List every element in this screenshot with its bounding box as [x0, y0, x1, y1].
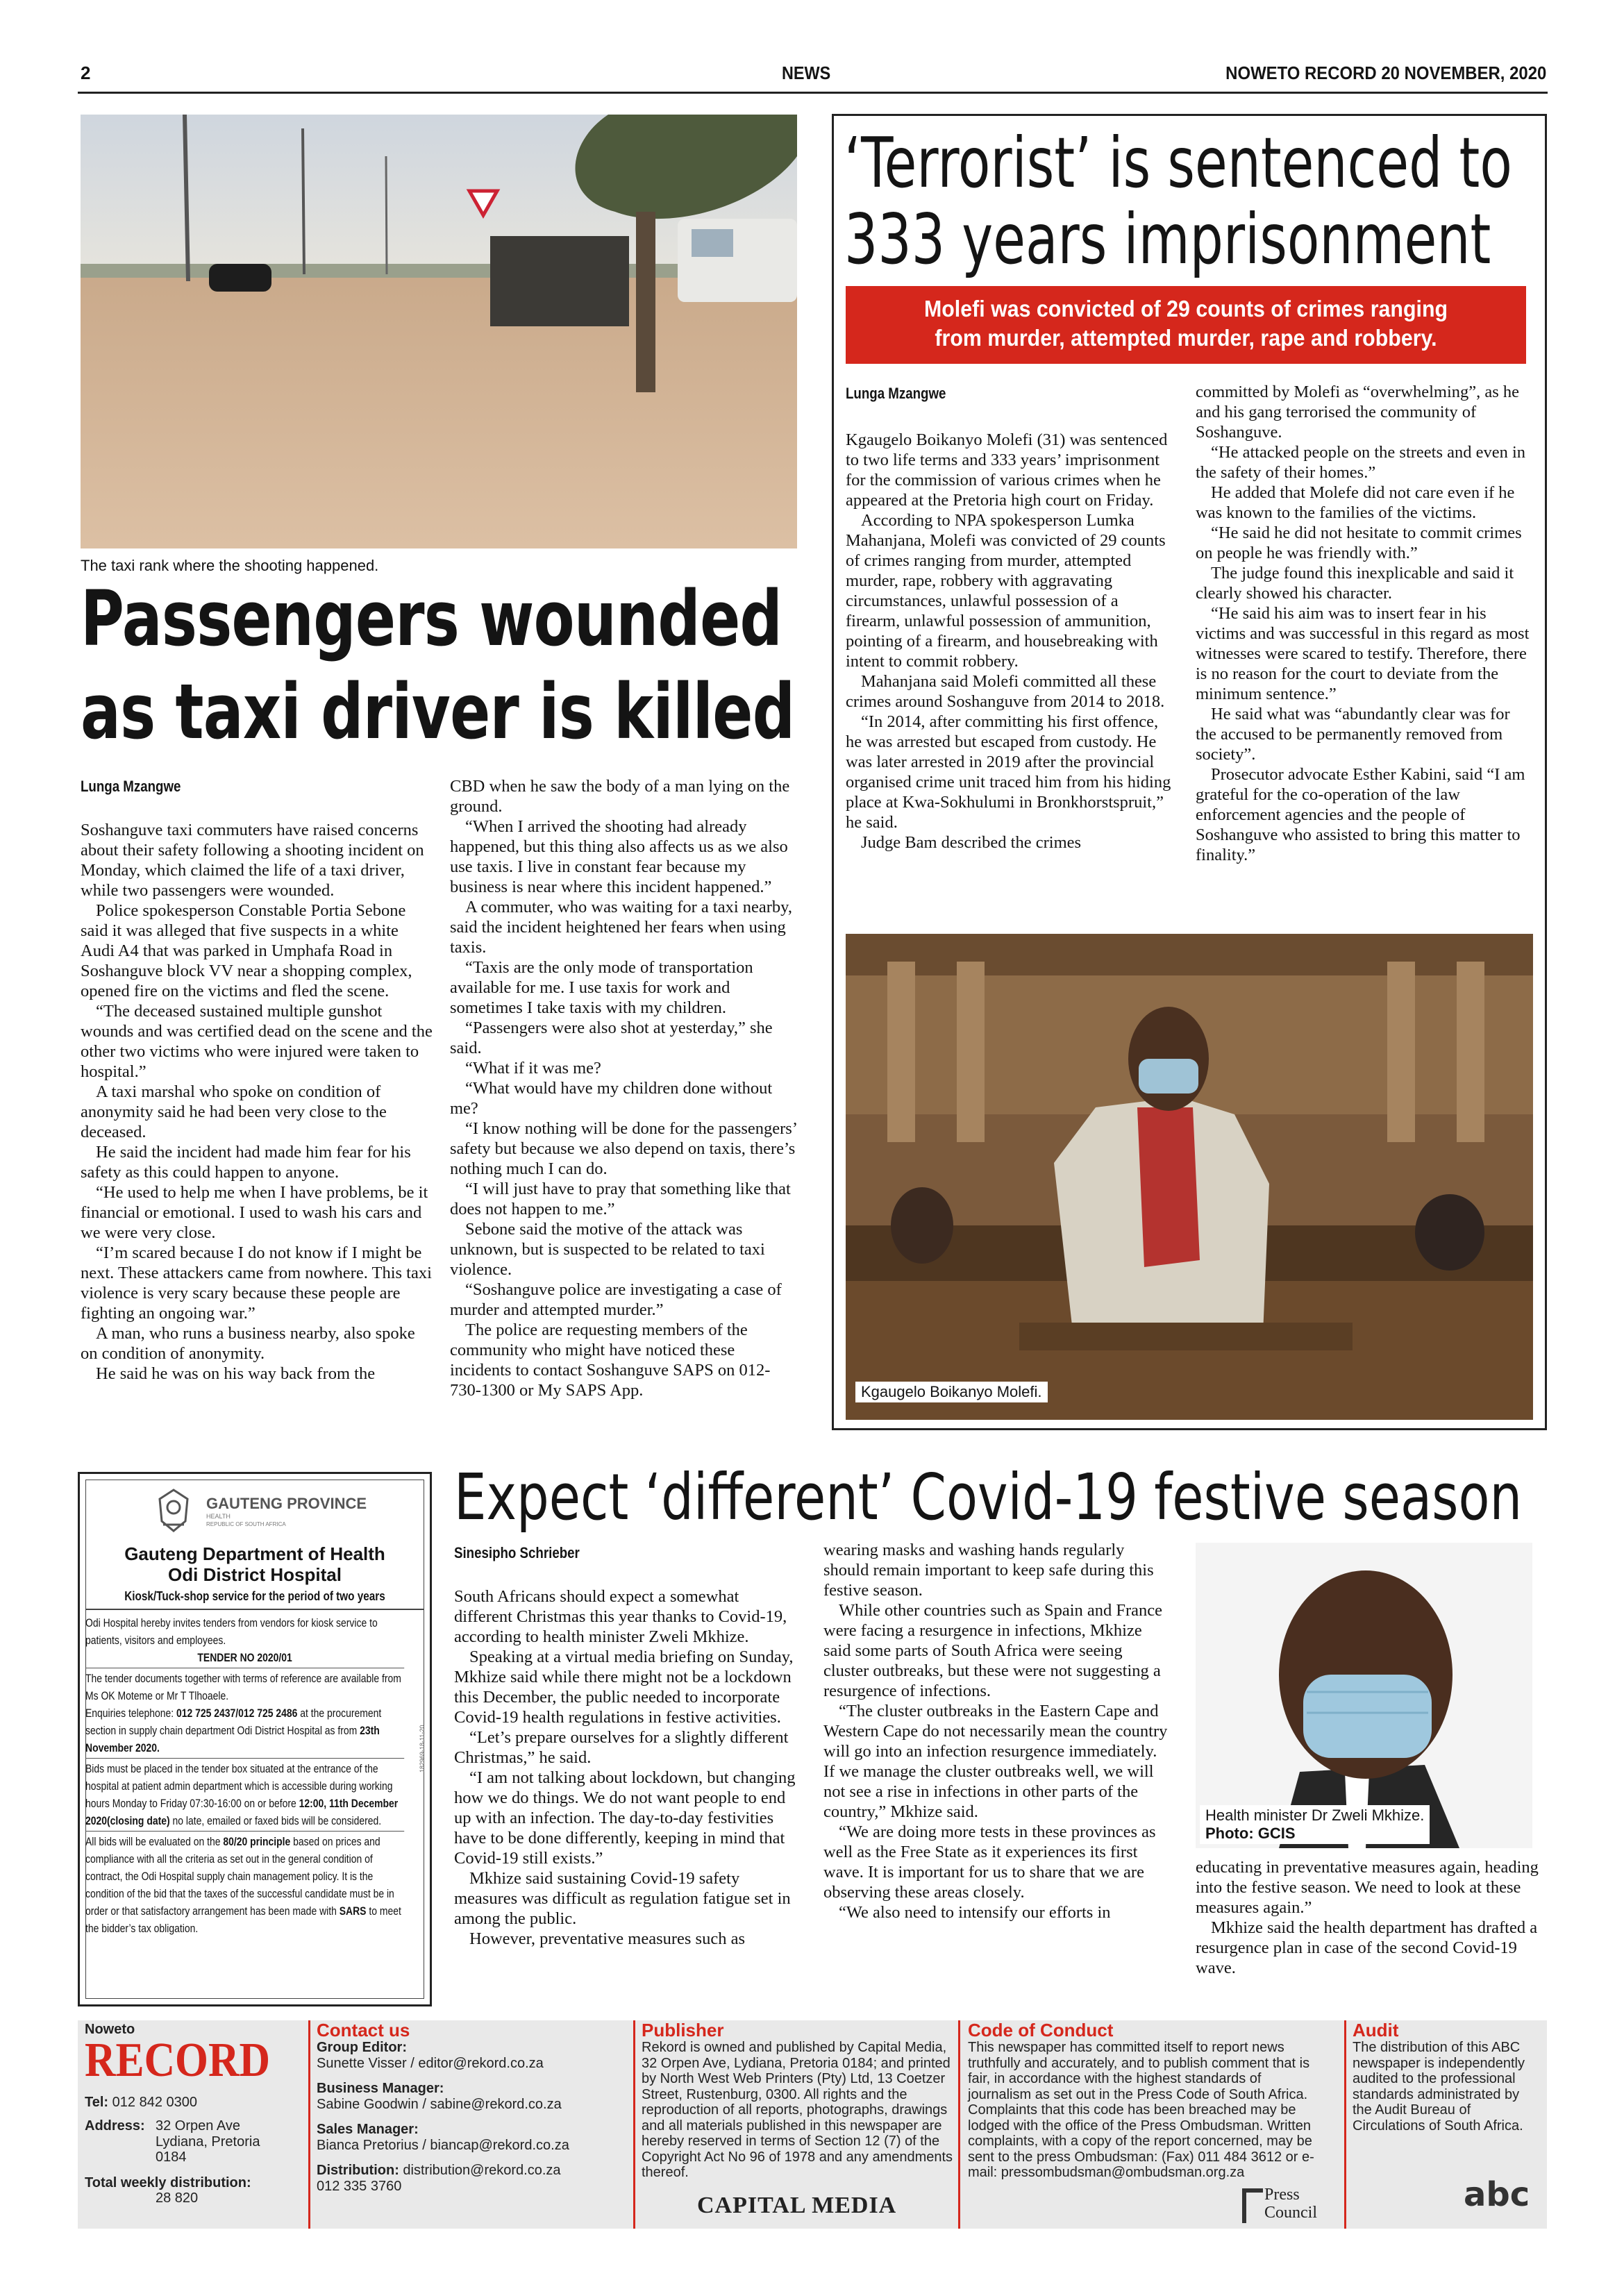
- taxi-headline-line2: as taxi driver is killed: [81, 667, 795, 756]
- molefi-photo-caption: Kgaugelo Boikanyo Molefi.: [855, 1382, 1048, 1402]
- press-council-logo: Press Council: [1242, 2186, 1325, 2227]
- covid-byline: Sinesipho Schrieber: [454, 1544, 580, 1561]
- covid-paragraph: “We are doing more tests in these provinces as well as the Free State as it experiences its first wave. It is important for us to share that we are observing these areas closely.: [823, 1822, 1156, 1902]
- tender-title-line2: Odi District Hospital: [168, 1564, 342, 1585]
- taxi-paragraph: “What would have my children done without me?: [450, 1079, 773, 1118]
- footer-panel: [78, 2020, 1547, 2229]
- taxi-paragraph: “Taxis are the only mode of transportation available for me. I use taxis for work and sometimes I take taxis with my children.: [450, 958, 753, 1017]
- terrorist-standfirst: [846, 286, 1526, 364]
- contact-heading: Contact us: [317, 2020, 410, 2041]
- gauteng-logo-rsa: REPUBLIC OF SOUTH AFRICA: [206, 1521, 286, 1527]
- terrorist-headline: [844, 122, 1512, 280]
- terrorist-column-1: [846, 383, 1172, 853]
- terrorist-paragraph: Mahanjana said Molefi committed all these crimes around Soshanguve from 2014 to 2018.: [846, 672, 1165, 711]
- tender-enquiries: Enquiries telephone: 012 725 2437/012 725 2486 at the procurement section in supply chain department Odi District Hospital as from 23th November 2020.: [85, 1707, 382, 1754]
- molefi-courtroom-photo: [846, 934, 1533, 1420]
- terrorist-paragraph: The judge found this inexplicable and said it clearly showed his character.: [1196, 564, 1514, 603]
- tender-advert: [78, 1472, 432, 2006]
- tender-body: [85, 1614, 404, 1937]
- terrorist-headline-line2: 333 years imprisonment: [844, 199, 1491, 280]
- taxi-paragraph: “I know nothing will be done for the passengers’ safety but because we also depend on taxis, there’s nothing much I can do.: [450, 1119, 797, 1178]
- taxi-paragraph: Sebone said the motive of the attack was unknown, but is suspected to be related to taxi violence.: [450, 1220, 765, 1279]
- publisher-heading: Publisher: [642, 2020, 724, 2041]
- mkhize-caption-line2: Photo: GCIS: [1205, 1825, 1296, 1842]
- terrorist-paragraph: “In 2014, after committing his first offence, he was arrested but escaped from custody. He was later arrested in 2019 after the provincial organised crime unit traced him from his hiding place at Kwa-Sokhulumi in Bronkhorstspruit,” he said.: [846, 712, 1171, 832]
- terrorist-headline-line1: ‘Terrorist’ is sentenced to: [844, 122, 1512, 203]
- covid-paragraph: Speaking at a virtual media briefing on Sunday, Mkhize said while there might not be a lockdown this December, the public needed to incorporate Covid-19 health regulations in festive activities.: [454, 1648, 794, 1727]
- taxi-column-2: [450, 776, 798, 1400]
- header-rule: [78, 92, 1548, 94]
- abc-logo: abc: [1464, 2175, 1530, 2214]
- terrorist-byline: Lunga Mzangwe: [846, 385, 946, 402]
- taxi-byline: Lunga Mzangwe: [81, 778, 181, 795]
- terrorist-column-2: [1196, 382, 1533, 865]
- conduct-text: This newspaper has committed itself to report news truthfully and accurately, and to publish comment that is fair, in accordance with the highest standards of journalism as set out in the Press Code of South Africa. Complaints that this code has been breached may be lodged with the office of the Press Ombudsman. Written complaints, with a copy of the report concerned, may be sent to the press Ombudsman: (Fax) 011 484 3612 or e-mail: pressombudsman@ombudsman.org.za: [968, 2040, 1314, 2180]
- taxi-paragraph: “I will just have to pray that something like that does not happen to me.”: [450, 1180, 791, 1218]
- tender-bids: Bids must be placed in the tender box situated at the entrance of the hospital at patient admin department which is accessible during working hours Monday to Friday 07:30-16:00 on or before 12:00, 11th December 2020(closing date) no late, emailed or faxed bids will be considered.: [85, 1762, 399, 1827]
- covid-column-2: [823, 1540, 1171, 1922]
- footer-distribution-label: Total weekly distribution:: [85, 2175, 251, 2190]
- masthead-date: NOWETO RECORD 20 NOVEMBER, 2020: [1225, 62, 1546, 83]
- terrorist-paragraph: Judge Bam described the crimes: [861, 833, 1082, 852]
- covid-paragraph: wearing masks and washing hands regularly should remain important to keep safe during this festive season.: [823, 1541, 1154, 1600]
- taxi-paragraph: “Passengers were also shot at yesterday,” she said.: [450, 1019, 773, 1057]
- gauteng-logo-health: HEALTH: [206, 1513, 231, 1520]
- taxi-rank-photo: [81, 115, 797, 548]
- covid-paragraph: “I am not talking about lockdown, but changing how we do things. We do not want people to end up with an infection. The day-to-day festivities have to be done differently, keeping in mind that Covid-19 still exists.”: [454, 1768, 796, 1868]
- terrorist-standfirst-line1: Molefi was convicted of 29 counts of crimes ranging: [923, 296, 1448, 321]
- terrorist-paragraph: “He said he did not hesitate to commit crimes on people he was friendly with.”: [1196, 523, 1522, 562]
- footer-distribution: 28 820: [156, 2190, 199, 2206]
- taxi-paragraph: “When I arrived the shooting had already happened, but this thing also affects us as we also use taxis. I live in constant fear because my business is near where this incident happened.”: [450, 817, 788, 896]
- covid-column-3: [1196, 1857, 1543, 1978]
- footer-contact-column: Contact us Group Editor: Sunette Visser / editor@rekord.co.za Business Manager: Sabine Goodwin / sabine@rekord.co.za Sales Manager: Bianca Pretorius / biancap@rekord.co.za Distribution: distribution@rekord.co.za 012 335 3760: [317, 2020, 629, 2229]
- taxi-paragraph: “What if it was me?: [465, 1059, 601, 1078]
- mkhize-photo: [1196, 1543, 1532, 1848]
- footer-tel: Tel: 012 842 0300: [85, 2094, 197, 2110]
- covid-paragraph: However, preventative measures such as: [469, 1929, 745, 1948]
- taxi-paragraph: A man, who runs a business nearby, also spoke on condition of anonymity.: [81, 1324, 415, 1363]
- terrorist-paragraph: He said what was “abundantly clear was for the accused to be permanently removed from society”.: [1196, 705, 1510, 764]
- terrorist-paragraph: committed by Molefi as “overwhelming”, as he and his gang terrorised the community of Soshanguve.: [1196, 383, 1520, 442]
- publisher-text: Rekord is owned and published by Capital Media, 32 Orpen Ave, Lydiana, Pretoria 0184; and printed by North West Web Printers (Pty) Ltd, 13 Coetzer Street, Rustenburg, 0300. All rights and the reproduction of all reports, photographs, drawings and all materials published in this newspaper are hereby reserved in terms of Section 12 (7) of the Copyright Act No 96 of 1978 and any amendments thereof.: [642, 2040, 953, 2180]
- record-logo-small: Noweto: [85, 2022, 135, 2037]
- taxi-paragraph: Soshanguve taxi commuters have raised concerns about their safety following a shooting incident on Monday, which claimed the life of a taxi driver, while two passengers were wounded.: [81, 821, 424, 900]
- covid-paragraph: “Let’s prepare ourselves for a slightly different Christmas,” he said.: [454, 1728, 789, 1767]
- taxi-headline: [81, 572, 795, 758]
- taxi-paragraph: “Soshanguve police are investigating a case of murder and attempted murder.”: [450, 1280, 782, 1319]
- capital-media-logo: CAPITAL MEDIA: [697, 2193, 897, 2218]
- taxi-paragraph: Police spokesperson Constable Portia Sebone said it was alleged that five suspects in a white Audi A4 that was parked in Umphafa Road in Soshanguve block VV near a shopping complex, opened fire on the victims and fled the scene.: [81, 901, 412, 1000]
- tender-docs: The tender documents together with terms of reference are available from Ms OK Moteme or Mr T Tlhoaele.: [85, 1672, 401, 1702]
- tender-number: TENDER NO 2020/01: [197, 1651, 292, 1664]
- taxi-paragraph: He said the incident had made him fear for his safety as this could happen to anyone.: [81, 1143, 411, 1182]
- footer-record-column: [85, 2020, 307, 2229]
- terrorist-paragraph: “He said his aim was to insert fear in his victims and was successful in this regard as most witnesses were scared to testify. Therefore, there is no reason for the court to deviate from the minimum sentence.”: [1196, 604, 1530, 703]
- covid-paragraph: Mkhize said sustaining Covid-19 safety measures was difficult as regulation fatigue set in among the public.: [454, 1869, 791, 1928]
- group-editor[interactable]: Sunette Visser / editor@rekord.co.za: [317, 2055, 544, 2071]
- terrorist-paragraph: Kgaugelo Boikanyo Molefi (31) was sentenced to two life terms and 333 years’ imprisonment for the commission of various crimes when he appeared at the Pretoria high court on Friday.: [846, 430, 1168, 510]
- covid-headline: Expect ‘different’ Covid-19 festive season: [454, 1460, 1523, 1534]
- taxi-paragraph: The police are requesting members of the community who might have noticed these incidents to contact Soshanguve SAPS on 012-730-1300 or My SAPS App.: [450, 1321, 771, 1400]
- page-number: 2: [81, 62, 91, 83]
- sales-manager[interactable]: Bianca Pretorius / biancap@rekord.co.za: [317, 2137, 569, 2153]
- tender-intro: Odi Hospital hereby invites tenders from vendors for kiosk service to patients, visitors and employees.: [85, 1616, 378, 1647]
- section-label: NEWS: [782, 62, 831, 83]
- taxi-paragraph: A commuter, who was waiting for a taxi nearby, said the incident heightened her fears when using taxis.: [450, 898, 792, 957]
- press-council-icon: [1242, 2188, 1263, 2223]
- mkhize-caption-line1: Health minister Dr Zweli Mkhize.: [1205, 1807, 1425, 1824]
- terrorist-standfirst-line2: from murder, attempted murder, rape and robbery.: [935, 325, 1437, 351]
- taxi-paragraph: “I’m scared because I do not know if I might be next. These attackers came from nowhere. This taxi violence is very scary because these people are fighting an ongoing war.”: [81, 1243, 432, 1323]
- coat-of-arms-icon: [149, 1486, 198, 1535]
- audit-text: The distribution of this ABC newspaper is independently audited to the professional standards administrated by the Audit Bureau of Circulations of South Africa.: [1353, 2040, 1525, 2134]
- tender-subtitle: Kiosk/Tuck-shop service for the period of two years: [124, 1589, 385, 1603]
- tender-title: [80, 1543, 430, 1585]
- footer-publisher-column: [642, 2020, 954, 2229]
- covid-paragraph: South Africans should expect a somewhat different Christmas this year thanks to Covid-19, according to health minister Zweli Mkhize.: [454, 1587, 787, 1646]
- mkhize-photo-caption: [1200, 1805, 1430, 1844]
- terrorist-paragraph: “He attacked people on the streets and even in the safety of their homes.”: [1196, 443, 1526, 482]
- tender-side-code: 182969-18-11-20: [419, 1725, 426, 1773]
- distribution-contact[interactable]: Distribution: distribution@rekord.co.za: [317, 2163, 561, 2178]
- business-manager[interactable]: Sabine Goodwin / sabine@rekord.co.za: [317, 2096, 562, 2112]
- gauteng-logo-text: GAUTENG PROVINCE: [206, 1495, 367, 1512]
- tender-title-line1: Gauteng Department of Health: [124, 1543, 385, 1564]
- covid-paragraph: “The cluster outbreaks in the Eastern Cape and Western Cape do not necessarily mean the country will go into an infection resurgence immediately. If we manage the cluster outbreaks well, we will not see a rise in infections in other parts of the country,” Mkhize said.: [823, 1702, 1168, 1821]
- taxi-paragraph: A taxi marshal who spoke on condition of anonymity said he had been very close to the deceased.: [81, 1082, 387, 1141]
- taxi-photo-caption: The taxi rank where the shooting happened.: [81, 557, 379, 574]
- terrorist-paragraph: According to NPA spokesperson Lumka Mahanjana, Molefi was convicted of 29 counts of crimes ranging from murder, attempted murder, rape, robbery with aggravating circumstances, unlawful possession of a firearm, unlawful possession of ammunition, pointing of a firearm, and housebreaking with intent to commit robbery.: [846, 511, 1166, 671]
- taxi-paragraph: He said he was on his way back from the: [96, 1364, 376, 1383]
- footer-conduct-column: [968, 2020, 1315, 2229]
- taxi-column-1: [81, 776, 435, 1384]
- terrorist-paragraph: Prosecutor advocate Esther Kabini, said “I am grateful for the co-operation of the law enforcement agencies and the people of Soshanguve who assisted to bring this matter to finality.”: [1196, 765, 1525, 864]
- distribution-phone: 012 335 3760: [317, 2178, 402, 2194]
- taxi-paragraph: “The deceased sustained multiple gunshot wounds and was certified dead on the scene and the other two victims who were injured were taken to hospital.”: [81, 1002, 433, 1081]
- tender-evaluation: All bids will be evaluated on the 80/20 principle based on prices and compliance with all the criteria as set out in the general condition of contract, the Odi Hospital supply chain management policy. It is the condition of the bid that the taxes of the successful candidate must be in order or that satisfactory arrangement has been made with SARS to meet the bidder’s tax obligation.: [85, 1835, 401, 1935]
- covid-paragraph: Mkhize said the health department has drafted a resurgence plan in case of the second Covid-19 wave.: [1196, 1918, 1538, 1977]
- tender-divider: [85, 1609, 424, 1610]
- covid-paragraph: “We also need to intensify our efforts in: [839, 1903, 1111, 1922]
- covid-paragraph: While other countries such as Spain and France were facing a resurgence in infections, Mkhize said some parts of South Africa were seeing cluster outbreaks, but these were not suggesting a resurgence of infections.: [823, 1601, 1163, 1700]
- taxi-paragraph: “He used to help me when I have problems, be it financial or emotional. I used to wash his cars and we were very close.: [81, 1183, 428, 1242]
- audit-heading: Audit: [1353, 2020, 1399, 2041]
- taxi-headline-line1: Passengers wounded: [81, 574, 782, 663]
- gauteng-logo: [149, 1486, 367, 1536]
- footer-audit-column: [1353, 2020, 1540, 2229]
- covid-column-1: [454, 1543, 801, 1949]
- covid-paragraph: educating in preventative measures again, heading into the festive season. We need to look at these measures again.”: [1196, 1858, 1539, 1917]
- record-logo: RECORD: [85, 2033, 270, 2087]
- terrorist-paragraph: He added that Molefe did not care even if he was known to the families of the victims.: [1196, 483, 1515, 522]
- taxi-paragraph: CBD when he saw the body of a man lying on the ground.: [450, 777, 790, 816]
- conduct-heading: Code of Conduct: [968, 2020, 1114, 2041]
- footer-address: Address: 32 Orpen Ave Lydiana, Pretoria 0184: [85, 2118, 260, 2165]
